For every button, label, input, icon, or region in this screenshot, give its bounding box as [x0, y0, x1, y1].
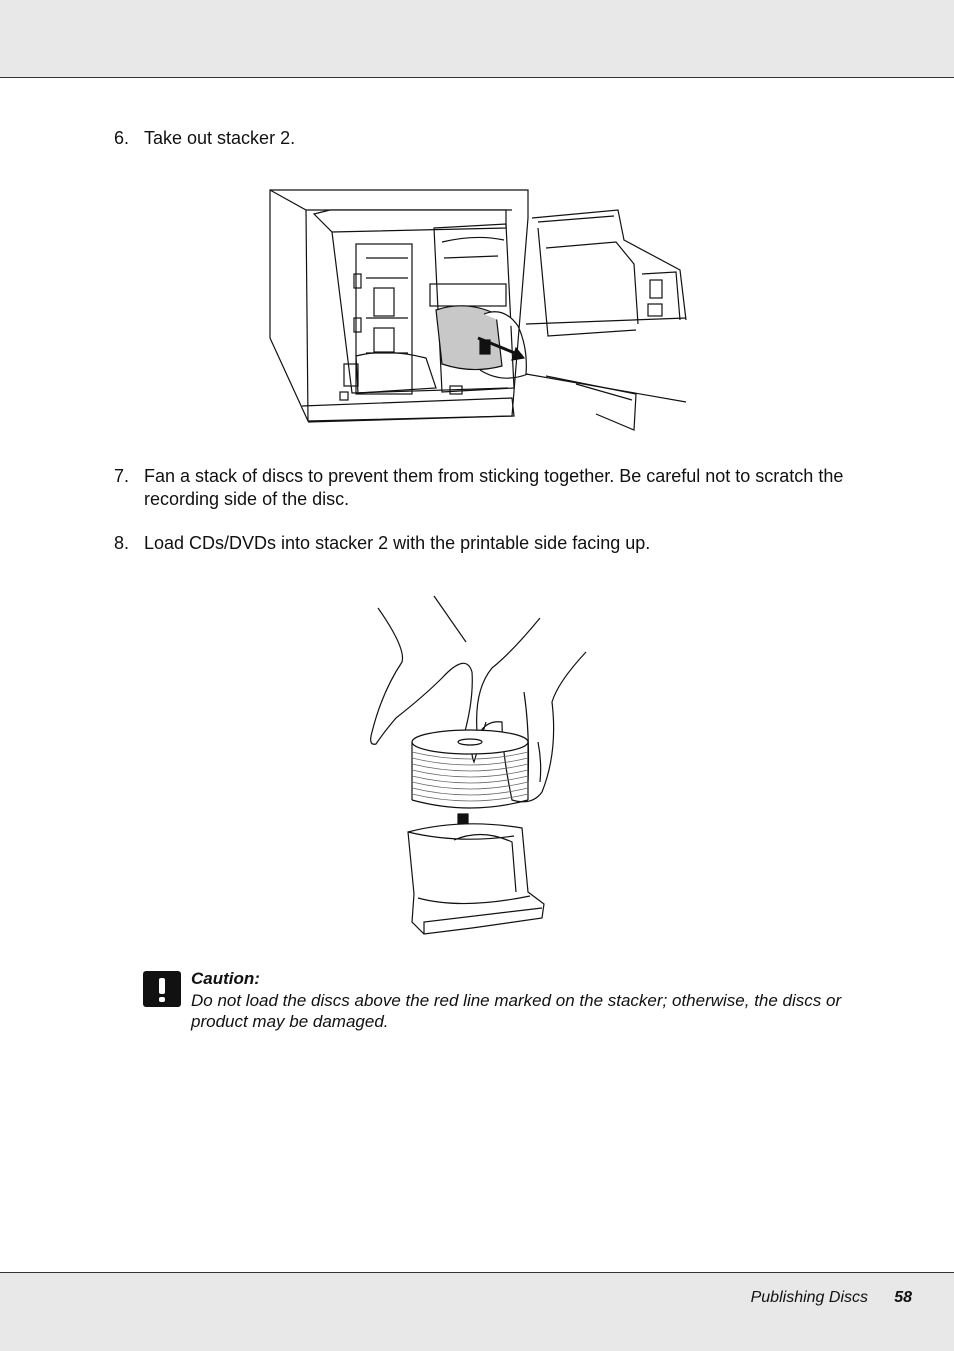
step-text: Take out stacker 2.: [144, 128, 296, 148]
caution-icon: [143, 971, 181, 1007]
caution-text: Do not load the discs above the red line marked on the stacker; otherwise, the discs or product may be damaged.: [191, 991, 842, 1031]
step-number: 8.: [114, 533, 130, 553]
page-footer-band: [0, 1272, 954, 1351]
step-text: Fan a stack of discs to prevent them from sticking together. Be careful not to scratch the recording side of the disc.: [144, 466, 844, 509]
step-number: 6.: [114, 128, 130, 148]
footer-section-title: Publishing Discs: [750, 1289, 868, 1306]
step-6: [114, 127, 884, 150]
footer-page-number: 58: [894, 1289, 912, 1306]
step-text: Load CDs/DVDs into stacker 2 with the printable side facing up.: [144, 533, 651, 553]
caution-title: Caution:: [191, 969, 260, 988]
printer-stacker-removal-illustration: [266, 188, 690, 434]
disc-stack-loading-illustration: [362, 592, 592, 938]
step-number: 7.: [114, 466, 130, 486]
step-7: [114, 465, 884, 511]
page-header-band: [0, 0, 954, 78]
step-8: [114, 532, 884, 555]
